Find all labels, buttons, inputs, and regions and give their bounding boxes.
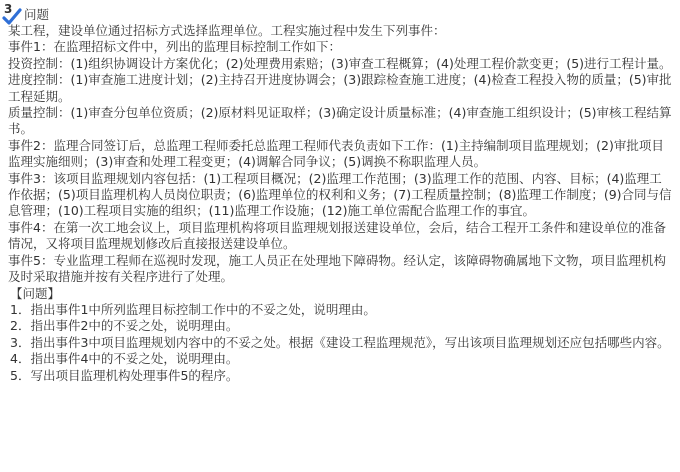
- question-item-5: 5．写出项目监理机构处理事件5的程序。: [10, 367, 239, 383]
- question-body: [8, 23, 672, 384]
- paragraph-intro: 某工程，建设单位通过招标方式选择监理单位。工程实施过程中发生下列事件：: [8, 23, 446, 38]
- question-item-4: 4．指出事件4中的不妥之处，说明理由。: [10, 351, 239, 367]
- question-item-2: 2．指出事件2中的不妥之处，说明理由。: [10, 318, 239, 334]
- question-item-3: 3．指出事件3中项目监理规划内容中的不妥之处。根据《建设工程监理规范》，写出该项目监理规划还应包括哪些内容。: [10, 334, 670, 350]
- paragraph-schedule-control: 进度控制：(1)审查施工进度计划；(2)主持召开进度协调会；(3)跟踪检查施工进度；(4)检查工程投入物的质量；(5)审批工程延期。: [8, 72, 672, 104]
- paragraph-event-5: 事件5：专业监理工程师在巡视时发现，施工人员正在处理地下障碍物。经认定，该障碍物确属地下文物，项目监理机构及时采取措施并按有关程序进行了处理。: [8, 252, 666, 285]
- paragraph-investment-control: 投资控制：(1)组织协调设计方案优化；(2)处理费用索赔；(3)审查工程概算；(4)处理工程价款变更；(5)进行工程计量。: [8, 55, 672, 71]
- paragraph-event-2: 事件2：监理合同签订后，总监理工程师委托总监理工程师代表负责如下工作：(1)主持编制项目监理规划；(2)审批项目监理实施细则；(3)审查和处理工程变更；(4)调解合同争议；(5)调换不称职监理人员。: [8, 137, 664, 170]
- paragraph-quality-control: 质量控制：(1)审查分包单位资质；(2)原材料见证取样；(3)确定设计质量标准；(4)审查施工组织设计；(5)审核工程结算书。: [8, 105, 672, 137]
- question-number: 3: [4, 2, 13, 16]
- paragraph-event-1: 事件1：在监理招标文件中，列出的监理目标控制工作如下：: [8, 39, 341, 55]
- paragraph-event-4: 事件4：在第一次工地会议上，项目监理机构将项目监理规划报送建设单位，会后，结合工程开工条件和建设单位的准备情况，又将项目监理规划修改后直接报送建设单位。: [8, 219, 666, 252]
- paragraph-event-3: 事件3：该项目监理规划内容包括：(1)工程项目概况；(2)监理工作范围；(3)监理工作的范围、内容、目标；(4)监理工作依据；(5)项目监理机构人员岗位职责；(6)监理单位的权利和义务；(7)工程质量控制；(8)监理工作制度；(9)合同与信息管理；(10)工程项目实施的组织；(11)监理工作设施；(12)施工单位需配合监理工作的事宜。: [8, 170, 672, 219]
- question-item-1: 1．指出事件1中所列监理目标控制工作中的不妥之处，说明理由。: [10, 301, 376, 317]
- question-title: 问题: [24, 7, 50, 22]
- questions-heading: 【问题】: [10, 285, 61, 301]
